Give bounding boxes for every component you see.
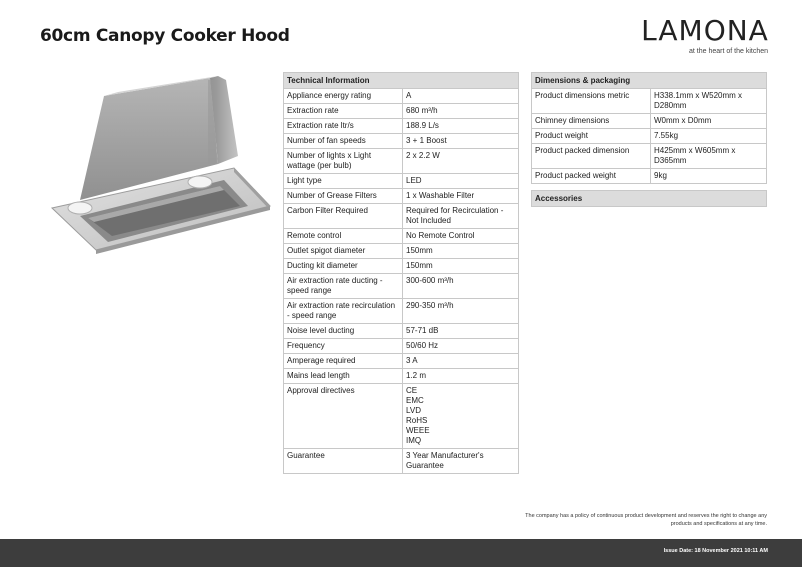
spec-row [284, 244, 519, 259]
spec-row [284, 134, 519, 149]
spec-value: 300-600 m³/h [403, 274, 519, 299]
spec-label: Frequency [284, 339, 403, 354]
spec-value: 2 x 2.2 W [403, 149, 519, 174]
footer-bar [0, 539, 802, 567]
spec-value: 150mm [403, 244, 519, 259]
spec-value: 1.2 m [403, 369, 519, 384]
spec-label: Mains lead length [284, 369, 403, 384]
cooker-hood-image [48, 72, 280, 258]
spec-row [284, 204, 519, 229]
spec-value: 290-350 m³/h [403, 299, 519, 324]
spec-value: 1 x Washable Filter [403, 189, 519, 204]
issue-date: Issue Date: 18 November 2021 10:11 AM [663, 548, 768, 554]
technical-information-table [283, 72, 519, 474]
approval-directive: WEEE [406, 426, 430, 435]
approval-directive: CE [406, 386, 418, 395]
brand-logo [630, 14, 780, 55]
spec-row [284, 299, 519, 324]
dimension-row [532, 169, 767, 184]
spec-value: 150mm [403, 259, 519, 274]
spec-value: 9kg [651, 169, 767, 184]
brand-tagline: at the heart of the kitchen [689, 48, 768, 55]
approval-directive: LVD [406, 406, 421, 415]
spec-label: Approval directives [284, 384, 403, 449]
spec-row [284, 339, 519, 354]
dimensions-packaging-header: Dimensions & packaging [532, 73, 767, 89]
spec-row [284, 369, 519, 384]
spec-label: Product packed dimension [532, 144, 651, 169]
spec-value: 50/60 Hz [403, 339, 519, 354]
spec-row [284, 229, 519, 244]
spec-label: Appliance energy rating [284, 89, 403, 104]
spec-label: Carbon Filter Required [284, 204, 403, 229]
spec-value: LED [403, 174, 519, 189]
spec-label: Number of Grease Filters [284, 189, 403, 204]
policy-note: The company has a policy of continuous product development and reserves the right to change any products and specifications at any time. [525, 513, 767, 527]
spec-row [284, 354, 519, 369]
spec-value: A [403, 89, 519, 104]
spec-label: Product packed weight [532, 169, 651, 184]
spec-value: 680 m³/h [403, 104, 519, 119]
approval-directive: RoHS [406, 416, 428, 425]
spec-label: Air extraction rate ducting - speed range [284, 274, 403, 299]
spec-value: Required for Recirculation - Not Included [403, 204, 519, 229]
spec-row-approval [284, 384, 519, 449]
spec-label: Product dimensions metric [532, 89, 651, 114]
spec-value: 188.9 L/s [403, 119, 519, 134]
spec-label: Guarantee [284, 449, 403, 474]
approval-directive: IMQ [406, 436, 422, 445]
spec-value: W0mm x D0mm [651, 114, 767, 129]
spec-label: Light type [284, 174, 403, 189]
spec-label: Extraction rate [284, 104, 403, 119]
approval-directive: EMC [406, 396, 424, 405]
spec-row [284, 189, 519, 204]
spec-value: 3 Year Manufacturer's Guarantee [403, 449, 519, 474]
spec-label: Remote control [284, 229, 403, 244]
spec-label: Chimney dimensions [532, 114, 651, 129]
spec-row [284, 149, 519, 174]
spec-label: Air extraction rate recirculation - speed range [284, 299, 403, 324]
spec-label: Extraction rate ltr/s [284, 119, 403, 134]
accessories-table [531, 190, 767, 207]
spec-value: 3 A [403, 354, 519, 369]
spec-label: Ducting kit diameter [284, 259, 403, 274]
page-title: 60cm Canopy Cooker Hood [40, 26, 290, 46]
dimension-row [532, 89, 767, 114]
dimensions-packaging-table [531, 72, 767, 184]
spec-value: 3 + 1 Boost [403, 134, 519, 149]
spec-value: 57-71 dB [403, 324, 519, 339]
brand-name: LAMONA [641, 14, 769, 47]
spec-row [284, 89, 519, 104]
spec-row [284, 324, 519, 339]
spec-value: H338.1mm x W520mm x D280mm [651, 89, 767, 114]
spec-label: Number of fan speeds [284, 134, 403, 149]
spec-label: Outlet spigot diameter [284, 244, 403, 259]
spec-label: Product weight [532, 129, 651, 144]
spec-row-guarantee [284, 449, 519, 474]
spec-label: Noise level ducting [284, 324, 403, 339]
dimension-row [532, 129, 767, 144]
spec-row [284, 174, 519, 189]
technical-information-header: Technical Information [284, 73, 519, 89]
spec-row [284, 119, 519, 134]
spec-label: Number of lights x Light wattage (per bulb) [284, 149, 403, 174]
spec-value: 7.55kg [651, 129, 767, 144]
dimension-row [532, 144, 767, 169]
spec-row [284, 274, 519, 299]
accessories-header: Accessories [532, 191, 767, 207]
approval-directives-list [403, 384, 519, 449]
spec-label: Amperage required [284, 354, 403, 369]
spec-value: H425mm x W605mm x D365mm [651, 144, 767, 169]
dimension-row [532, 114, 767, 129]
spec-value: No Remote Control [403, 229, 519, 244]
spec-row [284, 104, 519, 119]
spec-row [284, 259, 519, 274]
